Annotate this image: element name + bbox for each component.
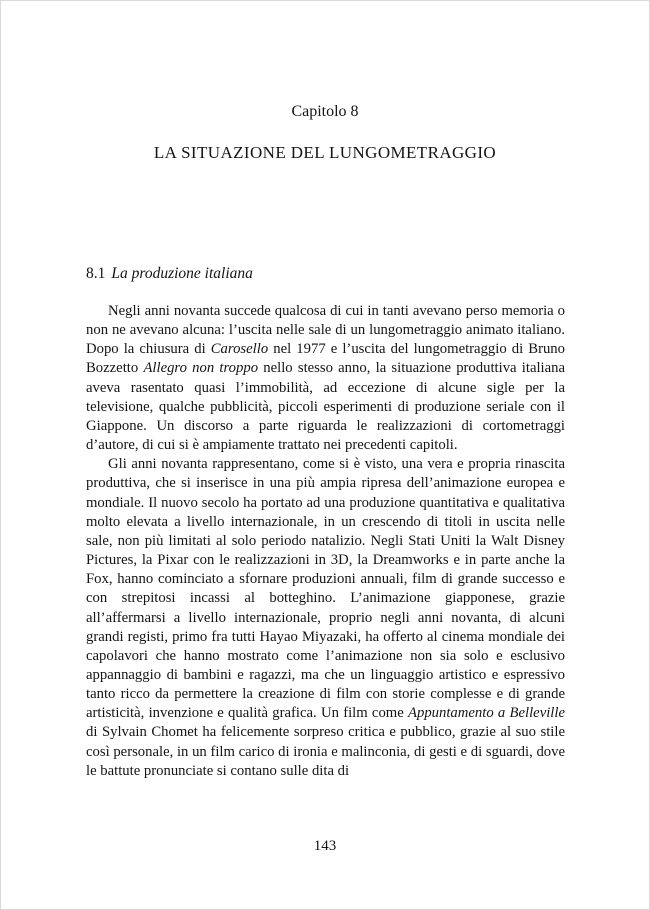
chapter-title: LA SITUAZIONE DEL LUNGOMETRAGGIO [153,143,497,162]
text: Gli anni novanta rappresentano, come si è visto, una vera e propria rinascita produttiva, che si inserisce in una più ampia ripresa dell’animazione europea e mondiale. Il nuovo secolo ha portato ad una produzione quantitativa e qualitativa molto elevata a livello internazionale, in un crescendo di titoli in uscita nelle sale, non più limitati al solo periodo natalizio. Negli Stati Uniti la Walt Disney Pictures, la Pixar con le realizzazioni in 3D, la Dreamworks e in parte anche la Fox, hanno cominciato a sfornare produzioni annuali, film di grande successo e con strepitosi incassi al botteghino. L’animazione giapponese, grazie all’affermarsi a livello internazionale, proprio negli anni novanta, di alcuni grandi registi, primo fra tutti Hayao Miyazaki, ha offerto al cinema mondiale dei capolavori che hanno mostrato come l’animazione non sia solo e esclusivo appannaggio di bambini e ragazzi, ma che un linguaggio artistico e espressivo tanto ricco da permettere la creazione di film con storie complesse e di grande artisticità, invenzione e qualità grafica. Un film come [86,456,565,722]
paragraph [86,302,565,455]
body-paragraphs [86,302,565,781]
text: Negli anni novanta succede qualcosa di cui in tanti avevano perso memoria o non ne avevano alcuna: l’uscita nelle sale di un lungometraggio animato italiano. Dopo la chiusura di [86,303,565,358]
italic-text: Carosello [210,341,269,358]
italic-text: Allegro non troppo [143,360,259,377]
text: di Sylvain Chomet ha felicemente sorpreso critica e pubblico, grazie al suo stile così personale, in un film carico di ironia e malinconia, di gesti e di sguardi, dove le battute pronunciate si contano sulle dita di [86,724,565,779]
chapter-label: Capitolo 8 [291,103,359,120]
text: nello stesso anno, la situazione produttiva italiana aveva rasentato quasi l’immobilità, ad eccezione di alcune sigle per la televisione, qualche pubblicità, piccoli esperimenti di produzione seriale con il Giappone. Un discorso a parte riguarda le realizzazioni di cortometraggi d’autore, di cui si è ampiamente trattato nei precedenti capitoli. [86,360,566,454]
paragraph [86,455,565,781]
section-title: La produzione italiana [111,265,253,282]
section-heading [86,264,564,284]
text: nel 1977 e l’uscita del lungometraggio di Bruno Bozzetto [86,341,565,377]
section-number: 8.1 [86,265,106,282]
italic-text: Appuntamento a Belleville [408,705,565,722]
page-number: 143 [313,838,337,854]
